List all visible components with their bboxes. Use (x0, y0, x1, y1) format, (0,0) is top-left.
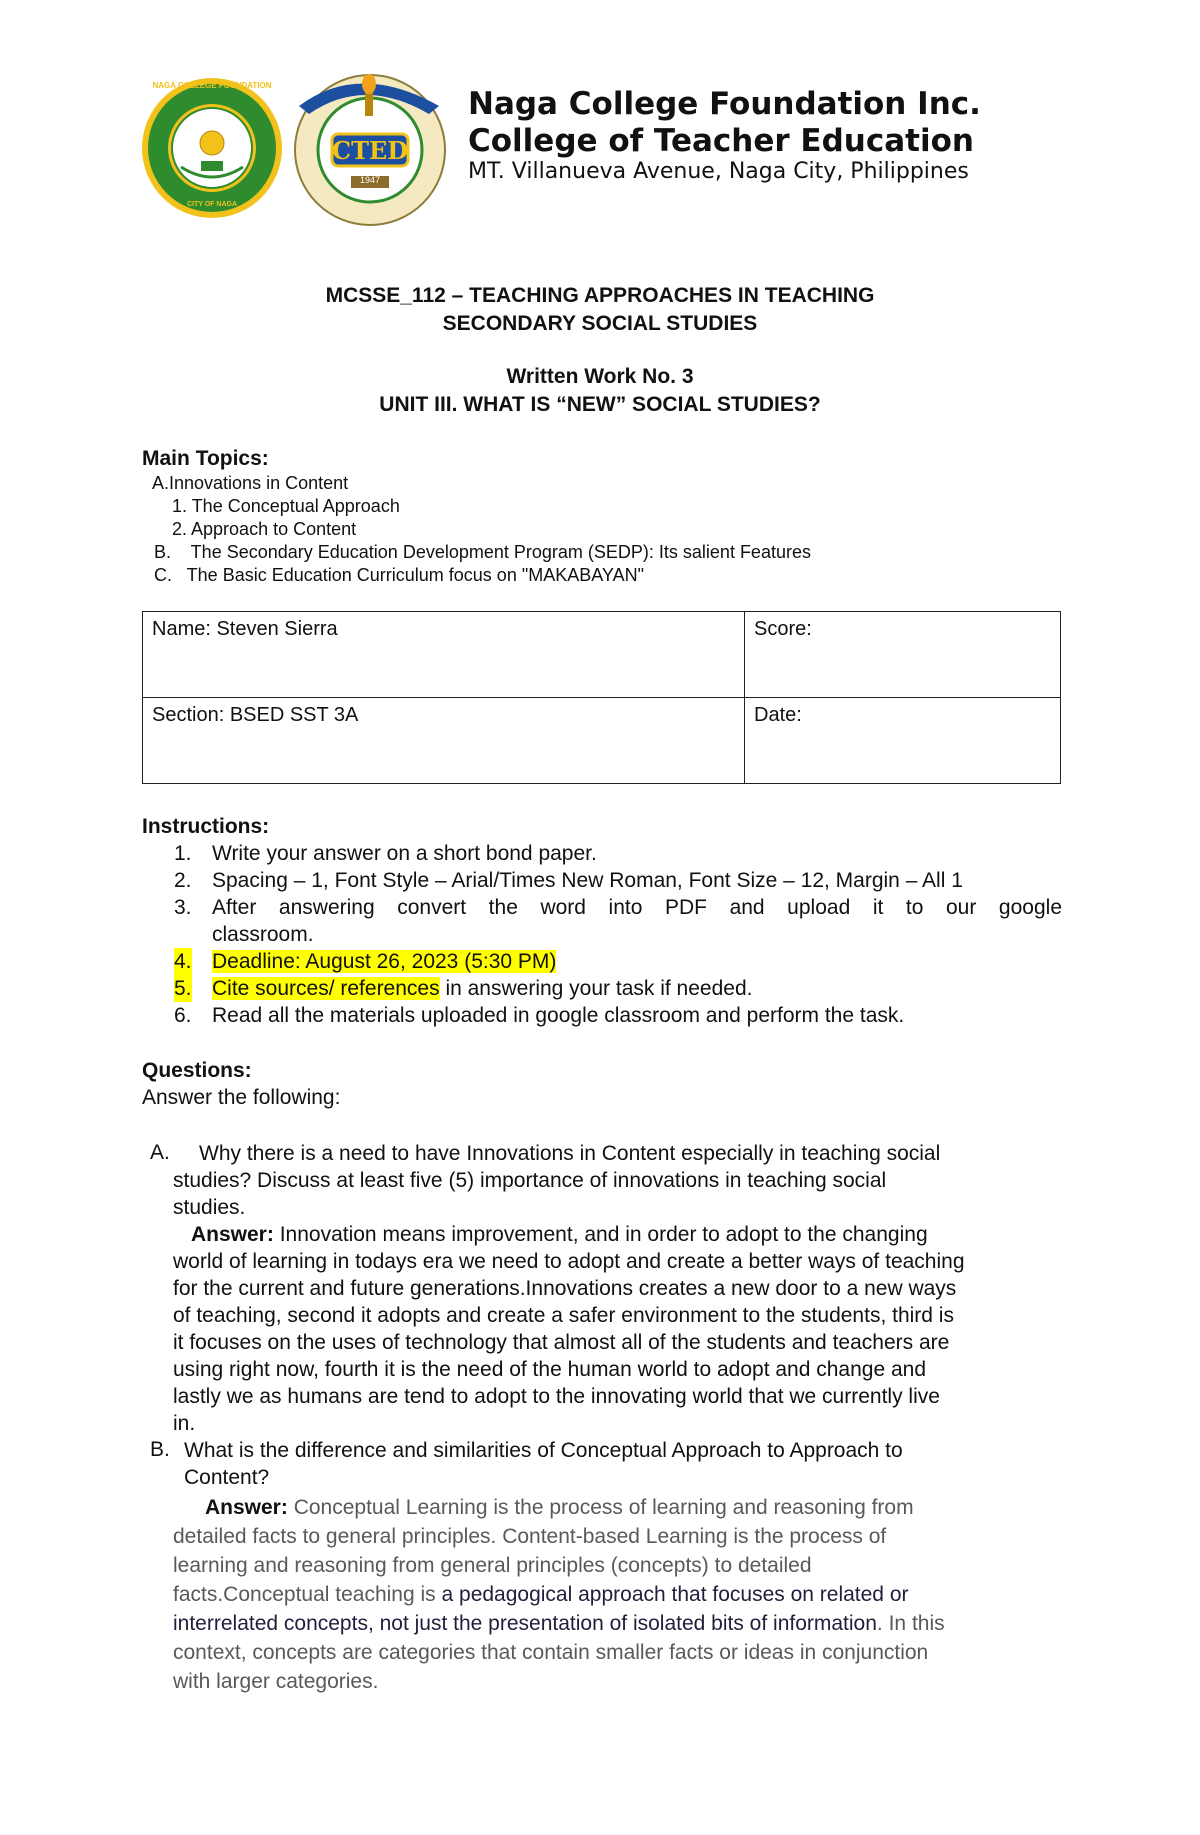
topic-item: A.Innovations in Content (152, 473, 349, 493)
institution-name (468, 86, 981, 160)
topic-item: 2. Approach to Content (172, 519, 357, 539)
course-title-line1: MCSSE_112 – TEACHING APPROACHES IN TEACHING (325, 284, 875, 307)
institution-title: Naga College Foundation Inc. (468, 86, 981, 122)
answer-a-line: in. (173, 1412, 196, 1435)
question-a-line: Why there is a need to have Innovations in Content especially in teaching social (199, 1142, 941, 1165)
instruction-item: 6. Read all the materials uploaded in google classroom and perform the task. (174, 1004, 905, 1027)
questions-heading: Questions: (142, 1059, 252, 1082)
answer-a-line: it focuses on the uses of technology that almost all of the students and teachers are (173, 1331, 950, 1354)
question-a-letter: A. (150, 1141, 170, 1164)
question-a-line: studies? Discuss at least five (5) importance of innovations in teaching social (173, 1169, 887, 1192)
answer-a-line: for the current and future generations.Innovations creates a new door to a new ways (173, 1277, 957, 1300)
instruction-item-cite: 5. Cite sources/ references in answering your task if needed. (174, 977, 753, 1000)
instruction-item-deadline: 4. Deadline: August 26, 2023 (5:30 PM) (174, 950, 557, 973)
question-b-line: Content? (184, 1466, 270, 1489)
answer-label: Answer: (205, 1496, 288, 1519)
answer-a-line: of teaching, second it adopts and create a safer environment to the students, third is (173, 1304, 954, 1327)
answer-a-first-line: Answer: Innovation means improvement, and in order to adopt to the changing (191, 1223, 928, 1246)
answer-a-line: lastly we as humans are tend to adopt to the innovating world that we currently live (173, 1385, 940, 1408)
instruction-item: 2. Spacing – 1, Font Style – Arial/Times New Roman, Font Size – 12, Margin – All 1 (174, 869, 963, 892)
unit-title: UNIT III. WHAT IS “NEW” SOCIAL STUDIES? (379, 393, 821, 416)
date-cell: Date: (745, 698, 1061, 784)
written-work-title: Written Work No. 3 (506, 365, 694, 388)
instruction-item: 1. Write your answer on a short bond paper. (174, 842, 597, 865)
question-b-line: What is the difference and similarities of Conceptual Approach to Approach to (184, 1439, 903, 1462)
instruction-item: 3. After answering convert the word into PDF and upload it to our google (174, 896, 1062, 919)
instruction-item-cont: classroom. (212, 923, 314, 946)
answer-a-line: using right now, fourth it is the need of the human world to adopt and change and (173, 1358, 927, 1381)
seal-subtext: CITY OF NAGA (186, 201, 238, 208)
main-topics-heading: Main Topics: (142, 447, 269, 470)
ncf-seal-logo (141, 77, 283, 219)
topic-item: B. The Secondary Education Development Program (SEDP): Its salient Features (154, 542, 811, 562)
topic-item: C. The Basic Education Curriculum focus on "MAKABAYAN" (154, 565, 644, 585)
questions-intro: Answer the following: (142, 1086, 341, 1109)
topic-item: 1. The Conceptual Approach (172, 496, 400, 516)
answer-b-line: facts.Conceptual teaching is a pedagogical approach that focuses on related or (173, 1583, 909, 1606)
college-title: College of Teacher Education (468, 123, 974, 159)
student-info-table (142, 611, 1061, 784)
answer-b-line: context, concepts are categories that contain smaller facts or ideas in conjunction (173, 1641, 929, 1664)
instructions-list (142, 840, 1062, 1029)
answer-b-line: with larger categories. (173, 1670, 379, 1693)
question-b-letter: B. (150, 1438, 170, 1461)
answer-b-first-line: Answer: Conceptual Learning is the process of learning and reasoning from (205, 1496, 914, 1519)
answer-b-line: learning and reasoning from general principles (concepts) to detailed (173, 1554, 812, 1577)
question-a-line: studies. (173, 1196, 246, 1219)
score-cell: Score: (745, 612, 1061, 698)
answer-label: Answer: (191, 1223, 274, 1246)
seal-text: NAGA COLLEGE FOUNDATION (152, 81, 272, 90)
cted-year: 1947 (359, 175, 381, 185)
cted-seal-logo (289, 66, 451, 228)
answer-b-line: detailed facts to general principles. Content-based Learning is the process of (173, 1525, 887, 1548)
instructions-heading: Instructions: (142, 815, 270, 838)
section-cell: Section: BSED SST 3A (143, 698, 745, 784)
course-title-line2: SECONDARY SOCIAL STUDIES (442, 312, 758, 335)
answer-b-line: interrelated concepts, not just the presentation of isolated bits of information. In this (173, 1612, 945, 1635)
institution-address: MT. Villanueva Avenue, Naga City, Philippines (468, 159, 969, 184)
name-cell: Name: Steven Sierra (143, 612, 745, 698)
cted-text: CTED (332, 136, 409, 165)
answer-a-line: world of learning in todays era we need to adopt and create a better ways of teaching (173, 1250, 965, 1273)
